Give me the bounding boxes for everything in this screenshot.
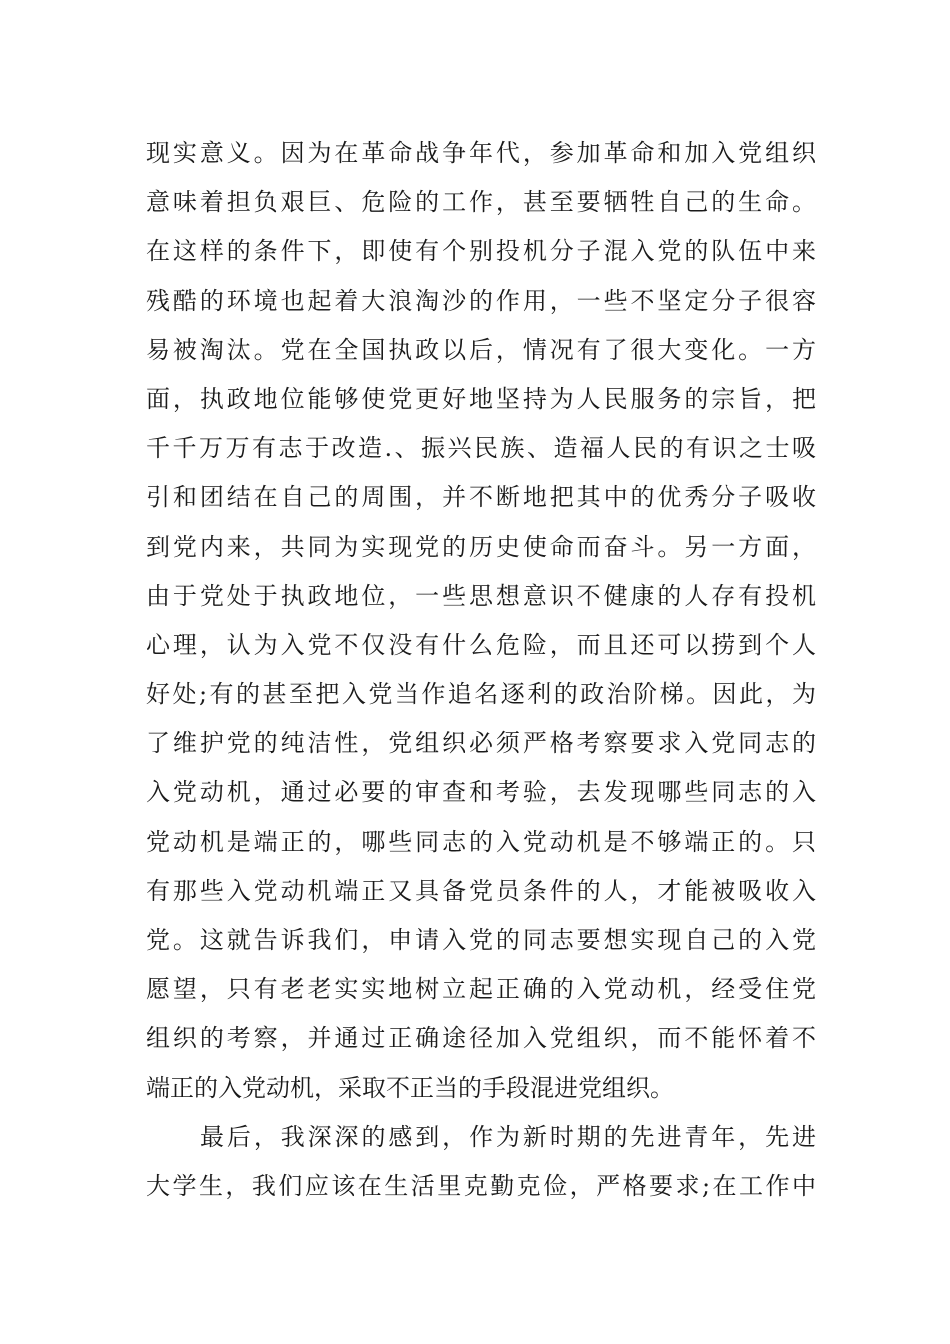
- text-line: 千千万万有志于改造.、振兴民族、造福人民的有识之士吸: [146, 434, 816, 463]
- text-line: 残酷的环境也起着大浪淘沙的作用，一些不坚定分子很容: [146, 286, 816, 315]
- text-line: 组织的考察，并通过正确途径加入党组织，而不能怀着不: [146, 1024, 816, 1053]
- text-line: 面，执政地位能够使党更好地坚持为人民服务的宗旨，把: [146, 384, 816, 413]
- paragraph-start-line: 最后，我深深的感到，作为新时期的先进青年，先进: [200, 1122, 816, 1151]
- text-line: 党。这就告诉我们，申请入党的同志要想实现自己的入党: [146, 926, 816, 954]
- text-line: 易被淘汰。党在全国执政以后，情况有了很大变化。一方: [146, 335, 816, 364]
- text-line: 由于党处于执政地位，一些思想意识不健康的人存有投机: [146, 581, 816, 610]
- text-line: 引和团结在自己的周围，并不断地把其中的优秀分子吸收: [146, 483, 816, 512]
- text-line: 党动机是端正的，哪些同志的入党动机是不够端正的。只: [146, 827, 816, 856]
- text-line: 了维护党的纯洁性，党组织必须严格考察要求入党同志的: [146, 729, 816, 758]
- text-line: 心理，认为入党不仅没有什么危险，而且还可以捞到个人: [146, 630, 816, 659]
- paragraph-end-line: 端正的入党动机，采取不正当的手段混进党组织。: [146, 1073, 674, 1102]
- text-line: 入党动机，通过必要的审查和考验，去发现哪些同志的入: [146, 778, 816, 807]
- text-line: 好处;有的甚至把入党当作追名逐利的政治阶梯。因此，为: [146, 680, 816, 709]
- text-line: 大学生，我们应该在生活里克勤克俭，严格要求;在工作中: [146, 1171, 816, 1200]
- text-line: 在这样的条件下，即使有个别投机分子混入党的队伍中来: [146, 237, 816, 266]
- text-line: 愿望，只有老老实实地树立起正确的入党动机，经受住党: [146, 975, 816, 1004]
- text-line: 意味着担负艰巨、危险的工作，甚至要牺牲自己的生命。: [146, 188, 816, 217]
- text-line: 到党内来，共同为实现党的历史使命而奋斗。另一方面，: [146, 532, 816, 561]
- text-line: 有那些入党动机端正又具备党员条件的人，才能被吸收入: [146, 876, 816, 905]
- body-text: [146, 129, 816, 1211]
- text-line: 现实意义。因为在革命战争年代，参加革命和加入党组织: [146, 139, 816, 167]
